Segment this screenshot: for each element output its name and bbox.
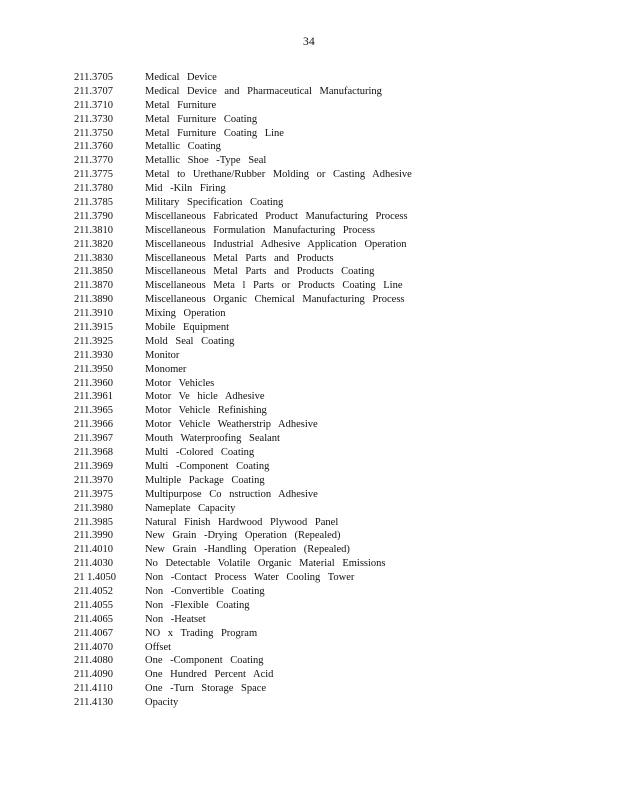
defined-term: One Hundred Percent Acid: [145, 669, 274, 681]
defined-term: Non -Convertible Coating: [145, 585, 265, 597]
defined-term: Multipurpose Co nstruction Adhesive: [145, 488, 318, 500]
defined-term: Metal Furniture Coating Line: [145, 127, 284, 139]
section-number: 211.3980: [74, 502, 113, 514]
index-entry: [74, 390, 412, 404]
index-entry: [74, 474, 412, 488]
defined-term: Military Specification Coating: [145, 197, 284, 209]
defined-term: Metallic Shoe -Type Seal: [145, 155, 267, 167]
section-number: 211.3985: [74, 516, 113, 528]
section-number: 211.4070: [74, 641, 113, 653]
index-entry: [74, 668, 412, 682]
section-number: 211.3790: [74, 210, 113, 222]
index-entry: [74, 460, 412, 474]
section-number: 211.4130: [74, 697, 113, 709]
defined-term: Motor Vehicles: [145, 377, 215, 389]
section-number: 211.3775: [74, 169, 113, 181]
index-entry: [74, 349, 412, 363]
defined-term: Medical Device: [145, 72, 217, 83]
defined-term: Metal Furniture Coating: [145, 113, 258, 125]
defined-term: Mobile Equipment: [145, 322, 230, 334]
index-entry: [74, 529, 412, 543]
index-entry: [74, 196, 412, 210]
defined-term: Non -Contact Process Water Cooling Tower: [145, 572, 355, 584]
section-number: 211.3705: [74, 72, 113, 83]
section-number: 211.3730: [74, 113, 113, 125]
index-entry: [74, 654, 412, 668]
section-number: 211.4055: [74, 599, 113, 611]
index-entry: [74, 279, 412, 293]
defined-term: Non -Heatset: [145, 613, 206, 625]
section-number: 211.3968: [74, 447, 113, 459]
section-number: 211.3925: [74, 335, 113, 347]
index-entry: [74, 377, 412, 391]
section-number: 211.3960: [74, 377, 113, 389]
index-entry: [74, 627, 412, 641]
index-entry: [74, 127, 412, 141]
defined-term: New Grain -Drying Operation (Repealed): [145, 530, 341, 542]
defined-term: Miscellaneous Meta l Parts or Products Coating Line: [145, 280, 403, 292]
index-entry: [74, 293, 412, 307]
index-entry: [74, 599, 412, 613]
defined-term: Motor Ve hicle Adhesive: [145, 391, 265, 403]
index-entry: [74, 641, 412, 655]
section-number: 211.4065: [74, 613, 113, 625]
defined-term: One -Turn Storage Space: [145, 683, 267, 695]
section-number: 211.3910: [74, 308, 113, 320]
defined-term: Miscellaneous Formulation Manufacturing Process: [145, 224, 375, 236]
section-number: 211.3710: [74, 99, 113, 111]
defined-term: Motor Vehicle Refinishing: [145, 405, 267, 417]
definitions-index-list: [74, 71, 412, 710]
section-number: 211.3870: [74, 280, 113, 292]
index-entry: [74, 168, 412, 182]
section-number: 211.3830: [74, 252, 113, 264]
defined-term: Mold Seal Coating: [145, 335, 235, 347]
section-number: 211.3750: [74, 127, 113, 139]
index-entry: [74, 516, 412, 530]
defined-term: Nameplate Capacity: [145, 502, 236, 514]
section-number: 211.4030: [74, 558, 113, 570]
section-number: 211.3820: [74, 238, 113, 250]
index-entry: [74, 210, 412, 224]
section-number: 211.3975: [74, 488, 113, 500]
section-number: 211.3969: [74, 460, 113, 472]
index-entry: [74, 335, 412, 349]
index-entry: [74, 182, 412, 196]
index-entry: [74, 307, 412, 321]
index-entry: [74, 154, 412, 168]
section-number: 211.3890: [74, 294, 113, 306]
defined-term: Miscellaneous Industrial Adhesive Application Operation: [145, 238, 407, 250]
index-entry: [74, 363, 412, 377]
index-entry: [74, 696, 412, 710]
defined-term: Miscellaneous Metal Parts and Products: [145, 252, 334, 264]
section-number: 211.3850: [74, 266, 113, 278]
section-number: 211.3780: [74, 183, 113, 195]
index-entry: [74, 585, 412, 599]
defined-term: Multiple Package Coating: [145, 474, 265, 486]
defined-term: Monitor: [145, 349, 180, 361]
defined-term: Mouth Waterproofing Sealant: [145, 433, 280, 445]
index-entry: [74, 321, 412, 335]
index-entry: [74, 488, 412, 502]
index-entry: [74, 682, 412, 696]
section-number: 211.3770: [74, 155, 113, 167]
defined-term: NO x Trading Program: [145, 627, 258, 639]
defined-term: Multi -Colored Coating: [145, 447, 255, 459]
index-entry: [74, 446, 412, 460]
defined-term: New Grain -Handling Operation (Repealed): [145, 544, 350, 556]
section-number: 211.3915: [74, 322, 113, 334]
defined-term: Mid -Kiln Firing: [145, 183, 226, 195]
index-entry: [74, 613, 412, 627]
index-entry: [74, 99, 412, 113]
defined-term: Monomer: [145, 363, 187, 375]
section-number: 211.3707: [74, 85, 113, 97]
index-entry: [74, 238, 412, 252]
defined-term: Metal Furniture: [145, 99, 217, 111]
defined-term: Non -Flexible Coating: [145, 599, 250, 611]
defined-term: Metal to Urethane/Rubber Molding or Casting Adhesive: [145, 169, 412, 181]
index-entry: [74, 571, 412, 585]
defined-term: Multi -Component Coating: [145, 460, 270, 472]
defined-term: Offset: [145, 641, 172, 653]
section-number: 21 1.4050: [74, 572, 116, 584]
index-entry: [74, 418, 412, 432]
defined-term: Miscellaneous Metal Parts and Products Coating: [145, 266, 375, 278]
section-number: 211.4090: [74, 669, 113, 681]
defined-term: Metallic Coating: [145, 141, 221, 153]
index-entry: [74, 113, 412, 127]
index-entry: [74, 140, 412, 154]
index-entry: [74, 432, 412, 446]
defined-term: Medical Device and Pharmaceutical Manufacturing: [145, 85, 382, 97]
section-number: 211.3966: [74, 419, 113, 431]
defined-term: No Detectable Volatile Organic Material Emissions: [145, 558, 386, 570]
defined-term: One -Component Coating: [145, 655, 264, 667]
section-number: 211.3967: [74, 433, 113, 445]
defined-term: Natural Finish Hardwood Plywood Panel: [145, 516, 339, 528]
defined-term: Miscellaneous Organic Chemical Manufacturing Process: [145, 294, 405, 306]
index-entry: [74, 85, 412, 99]
section-number: 211.3961: [74, 391, 113, 403]
defined-term: Mixing Operation: [145, 308, 226, 320]
index-entry: [74, 252, 412, 266]
defined-term: Opacity: [145, 697, 179, 709]
index-entry: [74, 404, 412, 418]
index-entry: [74, 224, 412, 238]
section-number: 211.3950: [74, 363, 113, 375]
section-number: 211.3965: [74, 405, 113, 417]
index-entry: [74, 543, 412, 557]
section-number: 211.3930: [74, 349, 113, 361]
section-number: 211.3970: [74, 474, 113, 486]
defined-term: Motor Vehicle Weatherstrip Adhesive: [145, 419, 318, 431]
section-number: 211.3760: [74, 141, 113, 153]
defined-term: Miscellaneous Fabricated Product Manufacturing Process: [145, 210, 408, 222]
section-number: 211.3990: [74, 530, 113, 542]
index-entry: [74, 71, 412, 85]
index-entry: [74, 265, 412, 279]
section-number: 211.4010: [74, 544, 113, 556]
page-number: 34: [303, 36, 315, 48]
index-entry: [74, 557, 412, 571]
section-number: 211.3785: [74, 197, 113, 209]
section-number: 211.3810: [74, 224, 113, 236]
section-number: 211.4110: [74, 683, 113, 695]
section-number: 211.4080: [74, 655, 113, 667]
section-number: 211.4052: [74, 585, 113, 597]
index-entry: [74, 502, 412, 516]
section-number: 211.4067: [74, 627, 113, 639]
